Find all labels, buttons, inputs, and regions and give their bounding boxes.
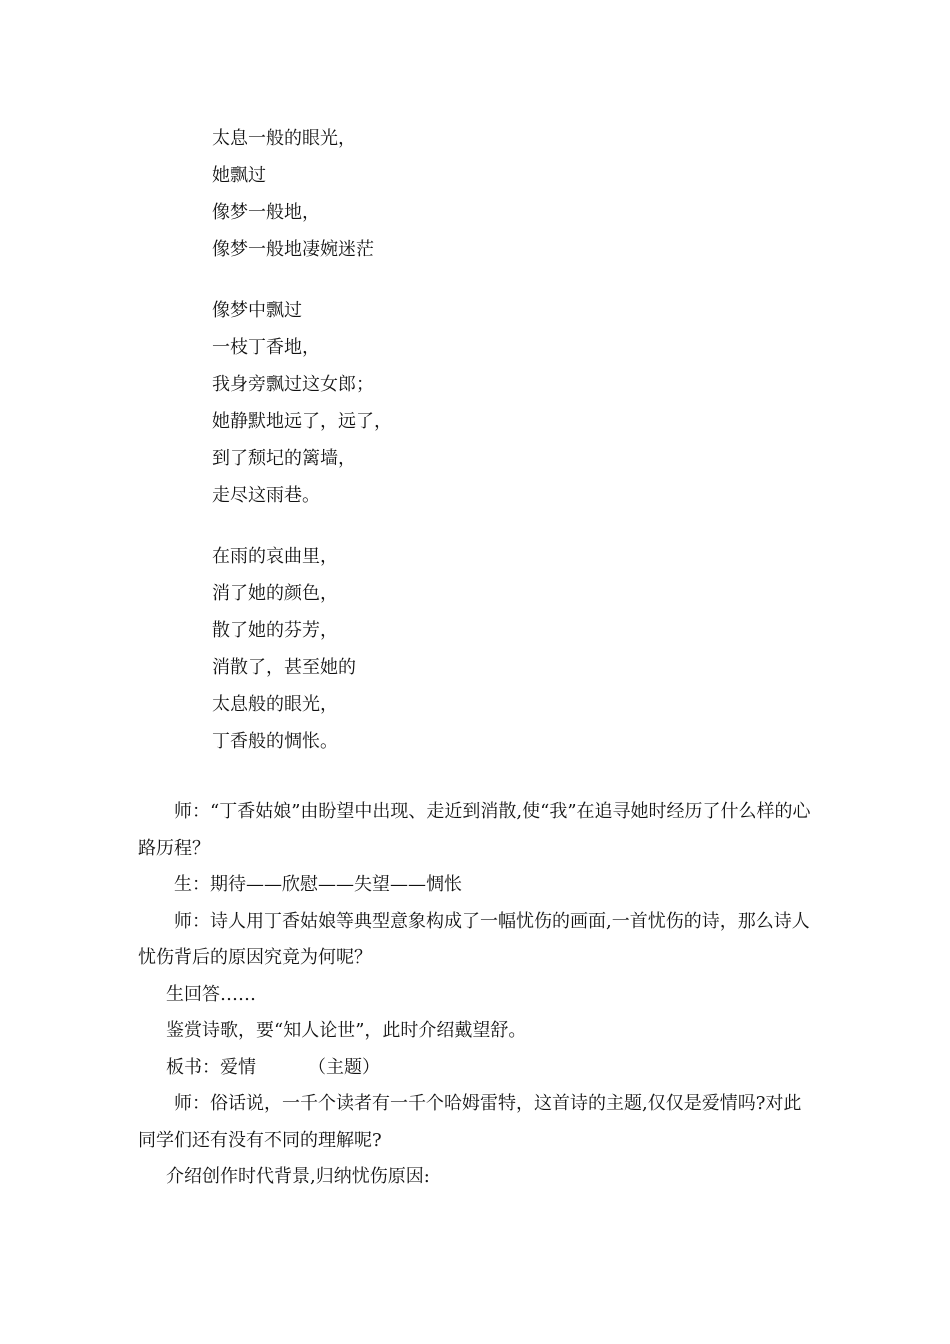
- poem-line: 她飘过: [212, 165, 266, 186]
- poem-line: 消散了，甚至她的: [212, 657, 356, 678]
- blackboard-theme-note: （主题）: [308, 1056, 380, 1078]
- author-introduction-note: 鉴赏诗歌，要“知人论世”，此时介绍戴望舒。: [166, 1020, 527, 1041]
- poem-line: 散了她的芬芳，: [212, 620, 338, 641]
- poem: [212, 126, 812, 766]
- poem-stanza-1: [212, 126, 812, 274]
- poem-line: 像梦一般地，: [212, 202, 320, 223]
- poem-line: 在雨的哀曲里，: [212, 546, 338, 567]
- blackboard-label: 板书：爱情: [166, 1056, 256, 1078]
- poem-line: 像梦一般地凄婉迷茫: [212, 239, 374, 260]
- poem-line: 像梦中飘过: [212, 300, 302, 321]
- teacher-question-2: 师：诗人用丁香姑娘等典型意象构成了一幅忧伤的画面,一首忧伤的诗，那么诗人忧伤背后的原因究竟为何呢？: [138, 910, 810, 968]
- poem-stanza-2: [212, 298, 812, 520]
- poem-stanza-3: [212, 544, 812, 766]
- poem-line: 消了她的颜色，: [212, 583, 338, 604]
- background-introduction-note: 介绍创作时代背景,归纳忧伤原因:: [166, 1166, 430, 1187]
- teacher-question-1: 师：“丁香姑娘”由盼望中出现、走近到消散,使“我”在追寻她时经历了什么样的心路历程？: [138, 801, 811, 859]
- student-answer-2: 生回答……: [166, 983, 256, 1005]
- poem-line: 丁香般的惆怅。: [212, 731, 338, 752]
- poem-line: 到了颓圮的篱墙，: [212, 448, 356, 469]
- poem-line: 太息般的眼光，: [212, 694, 338, 715]
- poem-line: 走尽这雨巷。: [212, 485, 320, 506]
- blackboard-note: [138, 1050, 818, 1087]
- teacher-question-3: 师：俗话说，一千个读者有一千个哈姆雷特，这首诗的主题,仅仅是爱情吗?对此同学们还有没有不同的理解呢?: [138, 1093, 802, 1151]
- lesson-discussion: [138, 794, 818, 1196]
- poem-line: 她静默地远了，远了，: [212, 411, 392, 432]
- poem-line: 我身旁飘过这女郎；: [212, 374, 374, 395]
- poem-line: 太息一般的眼光，: [212, 128, 356, 149]
- student-answer-1: 生：期待——欣慰——失望——惆怅: [174, 874, 462, 895]
- poem-line: 一枝丁香地，: [212, 337, 320, 358]
